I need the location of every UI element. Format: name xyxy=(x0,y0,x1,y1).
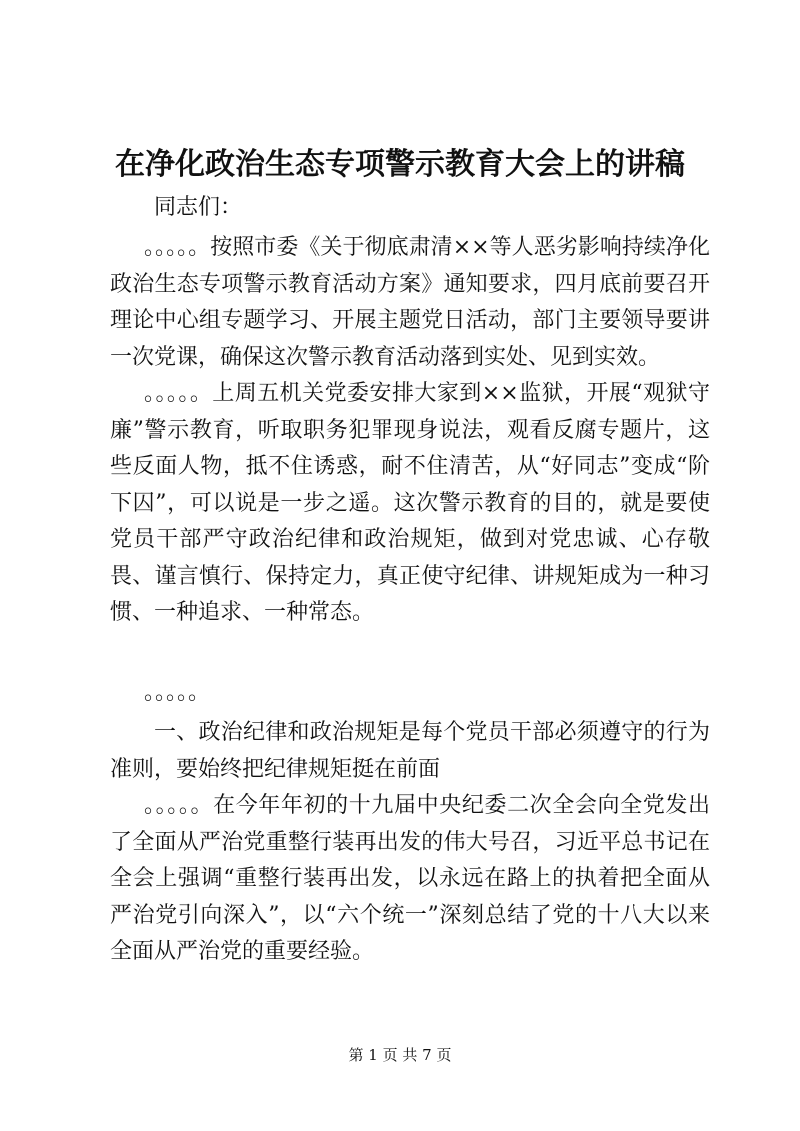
paragraph-1: 。。。。。按照市委《关于彻底肃清××等人恶劣影响持续净化政治生态专项警示教育活动方案》通知要求，四月底前要召开理论中心组专题学习、开展主题党日活动，部门主要领导要讲一次党课，确保这次警示教育活动落到实处、见到实效。 xyxy=(110,235,710,370)
paragraph-ellipsis: 。。。。。 xyxy=(144,680,211,705)
page-footer: 第 1 页 共 7 页 xyxy=(348,1046,452,1064)
salutation: 同志们： xyxy=(154,195,243,220)
document-title: 在净化政治生态专项警示教育大会上的讲稿 xyxy=(115,147,685,182)
paragraph-2: 。。。。。上周五机关党委安排大家到××监狱，开展“观狱守廉”警示教育，听取职务犯罪现身说法，观看反腐专题片，这些反面人物，抵不住诱惑，耐不住清苦，从“好同志”变成“阶下囚”，可以说是一步之遥。这次警示教育的目的，就是要使党员干部严守政治纪律和政治规矩，做到对党忠诚、心存敬畏、谨言慎行、保持定力，真正使守纪律、讲规矩成为一种习惯、一种追求、一种常态。 xyxy=(110,381,710,625)
paragraph-3: 。。。。。在今年年初的十九届中央纪委二次全会向全党发出了全面从严治党重整行装再出发的伟大号召，习近平总书记在全会上强调“重整行装再出发，以永远在路上的执着把全面从严治党引向深入”，以“六个统一”深刻总结了党的十八大以来全面从严治党的重要经验。 xyxy=(110,793,710,964)
section-heading: 一、政治纪律和政治规矩是每个党员干部必须遵守的行为准则，要始终把纪律规矩挺在前面 xyxy=(110,720,710,782)
